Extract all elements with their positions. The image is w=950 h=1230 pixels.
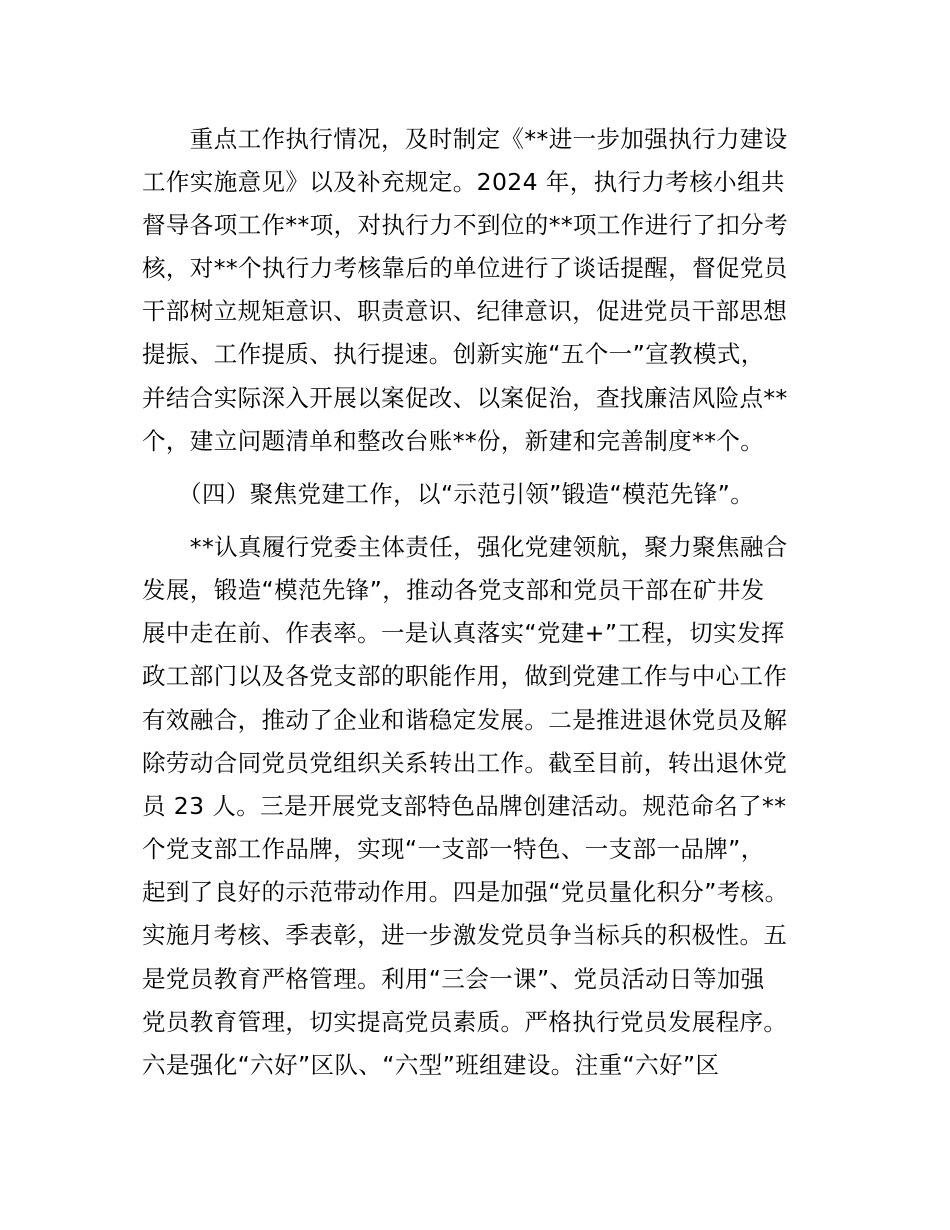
text-line: 员 23 人。三是开展党支部特色品牌创建活动。规范命名了** [142,792,787,820]
section-heading: （四）聚焦党建工作，以“示范引领”锻造“模范先锋”。 [142,480,755,508]
text-line: 有效融合，推动了企业和谐稳定发展。二是推进退休党员及解 [142,706,788,734]
text-line: 并结合实际深入开展以案促改、以案促治，查找廉洁风险点** [142,384,788,412]
text-line: 六是强化“六好”区队、“六型”班组建设。注重“六好”区 [142,1051,720,1079]
text-line: 实施月考核、季表彰，进一步激发党员争当标兵的积极性。五 [142,921,788,949]
text-line: 个党支部工作品牌，实现“一支部一特色、一支部一品牌”， [142,835,765,863]
text-line: 政工部门以及各党支部的职能作用，做到党建工作与中心工作 [142,662,788,690]
text-line: 重点工作执行情况，及时制定《**进一步加强执行力建设 [142,125,788,153]
text-line: 干部树立规矩意识、职责意识、纪律意识，促进党员干部思想 [142,297,788,325]
text-line: 工作实施意见》以及补充规定。2024 年，执行力考核小组共 [142,168,785,196]
text-line: 党员教育管理，切实提高党员素质。严格执行党员发展程序。 [142,1008,788,1036]
text-line: **认真履行党委主体责任，强化党建领航，聚力聚焦融合 [142,533,788,561]
text-line: 是党员教育严格管理。利用“三会一课”、党员活动日等加强 [142,965,765,993]
text-line: 展中走在前、作表率。一是认真落实“党建+”工程，切实发挥 [142,619,785,647]
text-line: 个，建立问题清单和整改台账**份，新建和完善制度**个。 [142,427,765,455]
text-line: 发展，锻造“模范先锋”，推动各党支部和党员干部在矿井发 [142,576,765,604]
text-line: 起到了良好的示范带动作用。四是加强“党员量化积分”考核。 [142,878,789,906]
text-line: 督导各项工作**项，对执行力不到位的**项工作进行了扣分考 [142,211,789,239]
text-line: 除劳动合同党员党组织关系转出工作。截至目前，转出退休党 [142,749,788,777]
text-line: 提振、工作提质、执行提速。创新实施“五个一”宣教模式， [142,340,765,368]
text-line: 核，对**个执行力考核靠后的单位进行了谈话提醒，督促党员 [142,254,788,282]
